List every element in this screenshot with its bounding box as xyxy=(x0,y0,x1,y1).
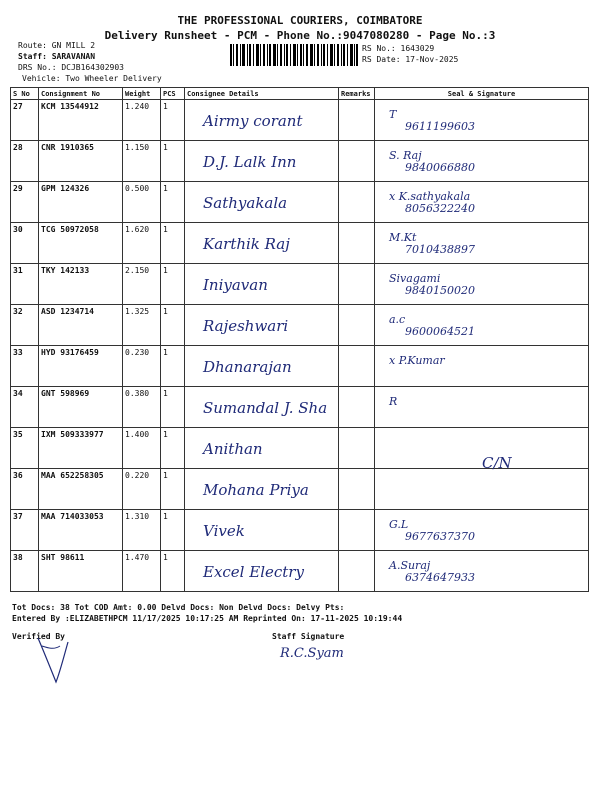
row-weight: 1.240 xyxy=(123,100,161,141)
table-row xyxy=(11,387,589,428)
row-pcs: 1 xyxy=(161,510,185,551)
col-remarks: Remarks xyxy=(339,88,375,100)
signature-handwriting: A.Suraj xyxy=(389,559,431,572)
vehicle-label: Vehicle: Two Wheeler Delivery xyxy=(22,74,162,83)
row-consignment-no: HYD 93176459 xyxy=(39,346,123,387)
row-sno: 29 xyxy=(11,182,39,223)
row-sno: 31 xyxy=(11,264,39,305)
signature-handwriting: x K.sathyakala xyxy=(389,190,471,203)
table-row xyxy=(11,305,589,346)
table-row xyxy=(11,551,589,592)
row-seal-signature xyxy=(375,387,589,428)
row-sno: 27 xyxy=(11,100,39,141)
row-consignee xyxy=(185,387,339,428)
row-remarks xyxy=(339,305,375,346)
row-seal-signature xyxy=(375,182,589,223)
route-label: Route: GN MILL 2 xyxy=(18,41,96,50)
row-sno: 33 xyxy=(11,346,39,387)
consignee-handwriting: Airmy corant xyxy=(203,112,303,130)
row-remarks xyxy=(339,551,375,592)
company-title: THE PROFESSIONAL COURIERS, COIMBATORE xyxy=(177,14,423,27)
row-remarks xyxy=(339,141,375,182)
row-remarks xyxy=(339,182,375,223)
table-row xyxy=(11,264,589,305)
runsheet-table xyxy=(10,87,589,592)
consignee-handwriting: Karthik Raj xyxy=(203,235,290,253)
col-consignment-no: Consignment No xyxy=(39,88,123,100)
row-consignee xyxy=(185,141,339,182)
row-pcs: 1 xyxy=(161,182,185,223)
row-pcs: 1 xyxy=(161,387,185,428)
row-weight: 1.400 xyxy=(123,428,161,469)
row-consignment-no: TKY 142133 xyxy=(39,264,123,305)
row-remarks xyxy=(339,100,375,141)
row-seal-signature xyxy=(375,100,589,141)
row-consignee xyxy=(185,264,339,305)
runsheet-subtitle: Delivery Runsheet - PCM - Phone No.:9047080280 - Page No.:3 xyxy=(104,29,496,42)
row-pcs: 1 xyxy=(161,551,185,592)
row-seal-signature xyxy=(375,305,589,346)
consignee-handwriting: Dhanarajan xyxy=(203,358,292,376)
row-seal-signature xyxy=(375,264,589,305)
signature-phone: 9677637370 xyxy=(405,530,475,543)
row-remarks xyxy=(339,510,375,551)
row-weight: 0.380 xyxy=(123,387,161,428)
signature-phone: 8056322240 xyxy=(405,202,475,215)
staff-signature-label: Staff Signature xyxy=(272,632,345,641)
row-sno: 32 xyxy=(11,305,39,346)
row-consignee xyxy=(185,551,339,592)
row-weight: 0.220 xyxy=(123,469,161,510)
row-consignee xyxy=(185,469,339,510)
row-pcs: 1 xyxy=(161,469,185,510)
totals-line: Tot Docs: 38 Tot COD Amt: 0.00 Delvd Docs: Non Delvd Docs: Delvy Pts: xyxy=(12,603,345,612)
row-pcs: 1 xyxy=(161,428,185,469)
consignee-handwriting: D.J. Lalk Inn xyxy=(203,153,297,171)
row-consignment-no: GPM 124326 xyxy=(39,182,123,223)
row-pcs: 1 xyxy=(161,141,185,182)
row-consignee xyxy=(185,182,339,223)
row-consignment-no: CNR 1910365 xyxy=(39,141,123,182)
staff-label: Staff: SARAVANAN xyxy=(18,52,96,61)
row-consignment-no: SHT 98611 xyxy=(39,551,123,592)
row-pcs: 1 xyxy=(161,264,185,305)
row-consignment-no: KCM 13544912 xyxy=(39,100,123,141)
consignee-handwriting: Sathyakala xyxy=(203,194,288,212)
consignee-handwriting: Iniyavan xyxy=(203,276,268,294)
row-sno: 34 xyxy=(11,387,39,428)
table-row xyxy=(11,346,589,387)
table-row xyxy=(11,182,589,223)
verified-by-label: Verified By xyxy=(12,632,65,641)
row-consignee xyxy=(185,428,339,469)
signature-phone: 9840150020 xyxy=(405,284,475,297)
signature-phone: 9600064521 xyxy=(405,325,475,338)
row-consignee xyxy=(185,305,339,346)
table-row xyxy=(11,469,589,510)
col-consignee: Consignee Details xyxy=(185,88,339,100)
table-header-row xyxy=(11,88,589,100)
consignee-handwriting: Vivek xyxy=(203,522,245,540)
row-remarks xyxy=(339,428,375,469)
row-seal-signature xyxy=(375,469,589,510)
row-sno: 28 xyxy=(11,141,39,182)
signature-handwriting: Sivagami xyxy=(389,272,441,285)
col-pcs: PCS xyxy=(161,88,185,100)
row-pcs: 1 xyxy=(161,305,185,346)
rs-date: RS Date: 17-Nov-2025 xyxy=(362,55,459,64)
row-remarks xyxy=(339,387,375,428)
row-remarks xyxy=(339,264,375,305)
row-seal-signature xyxy=(375,346,589,387)
signature-phone: 7010438897 xyxy=(405,243,475,256)
staff-signature-handwriting: R.C.Syam xyxy=(280,646,344,661)
signature-handwriting: G.L xyxy=(389,518,409,531)
row-remarks xyxy=(339,346,375,387)
row-consignee xyxy=(185,510,339,551)
row-sno: 30 xyxy=(11,223,39,264)
col-sno: S No xyxy=(11,88,39,100)
row-consignment-no: MAA 652258305 xyxy=(39,469,123,510)
row-consignee xyxy=(185,100,339,141)
row-consignment-no: TCG 50972058 xyxy=(39,223,123,264)
row-consignment-no: GNT 598969 xyxy=(39,387,123,428)
row-weight: 0.500 xyxy=(123,182,161,223)
table-row xyxy=(11,223,589,264)
signature-handwriting: T xyxy=(389,108,397,121)
row-weight: 1.325 xyxy=(123,305,161,346)
row-weight: 1.620 xyxy=(123,223,161,264)
consignee-handwriting: Excel Electry xyxy=(203,563,304,581)
row-weight: 1.150 xyxy=(123,141,161,182)
entered-by-line: Entered By :ELIZABETHPCM 11/17/2025 10:17:25 AM Reprinted On: 17-11-2025 10:19:44 xyxy=(12,614,403,623)
row-weight: 2.150 xyxy=(123,264,161,305)
signature-handwriting: M.Kt xyxy=(389,231,417,244)
row-weight: 1.310 xyxy=(123,510,161,551)
signature-handwriting: S. Raj xyxy=(389,149,422,162)
row-pcs: 1 xyxy=(161,100,185,141)
row-remarks xyxy=(339,469,375,510)
col-weight: Weight xyxy=(123,88,161,100)
row-consignment-no: IXM 509333977 xyxy=(39,428,123,469)
table-row xyxy=(11,100,589,141)
consignee-handwriting: Mohana Priya xyxy=(203,481,309,499)
row-weight: 0.230 xyxy=(123,346,161,387)
row-sno: 36 xyxy=(11,469,39,510)
signature-handwriting: a.c xyxy=(389,313,406,326)
row-consignment-no: MAA 714033053 xyxy=(39,510,123,551)
row-remarks xyxy=(339,223,375,264)
row-seal-signature xyxy=(375,141,589,182)
rs-number: RS No.: 1643029 xyxy=(362,44,435,53)
row-consignee xyxy=(185,346,339,387)
row-pcs: 1 xyxy=(161,223,185,264)
row-weight: 1.470 xyxy=(123,551,161,592)
drs-label: DRS No.: DCJB164302903 xyxy=(18,63,124,72)
consignee-handwriting: Anithan xyxy=(203,440,263,458)
cn-handwritten-mark: C/N xyxy=(482,454,512,472)
col-seal-signature: Seal & Signature xyxy=(375,88,589,100)
row-seal-signature xyxy=(375,510,589,551)
signature-handwriting: x P.Kumar xyxy=(389,354,445,367)
table-row xyxy=(11,141,589,182)
row-sno: 38 xyxy=(11,551,39,592)
signature-phone: 9840066880 xyxy=(405,161,475,174)
consignee-handwriting: Sumandal J. Sha xyxy=(203,399,328,417)
signature-handwriting: R xyxy=(389,395,398,408)
consignee-handwriting: Rajeshwari xyxy=(203,317,289,335)
signature-phone: 9611199603 xyxy=(405,120,475,133)
table-row xyxy=(11,510,589,551)
barcode xyxy=(230,44,358,66)
row-consignee xyxy=(185,223,339,264)
row-seal-signature xyxy=(375,223,589,264)
row-sno: 37 xyxy=(11,510,39,551)
row-sno: 35 xyxy=(11,428,39,469)
row-seal-signature xyxy=(375,551,589,592)
row-pcs: 1 xyxy=(161,346,185,387)
signature-phone: 6374647933 xyxy=(405,571,475,584)
verified-signature-scribble xyxy=(34,632,74,688)
row-consignment-no: ASD 1234714 xyxy=(39,305,123,346)
